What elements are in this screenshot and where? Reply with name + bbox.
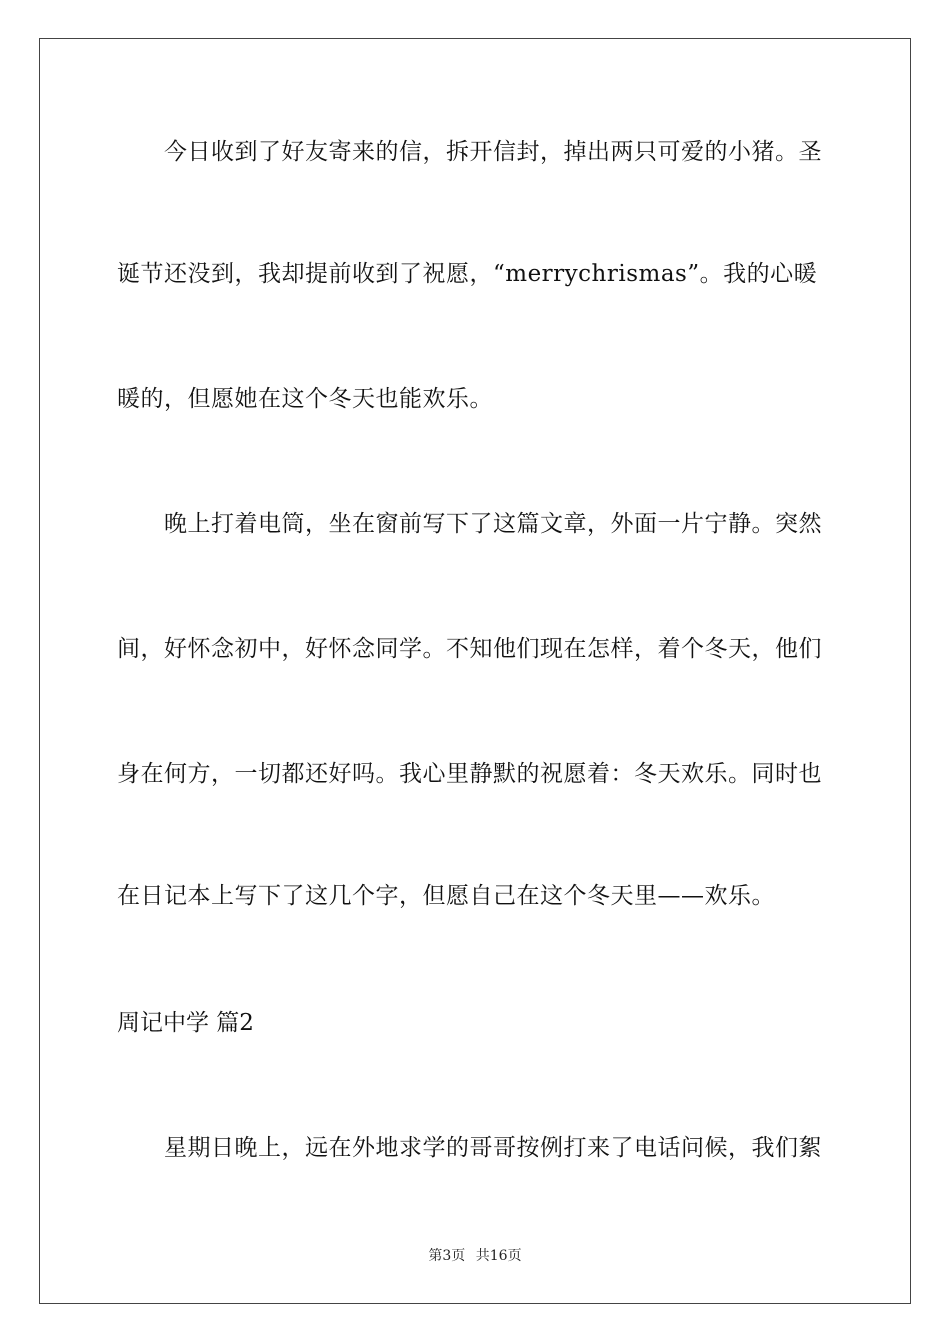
section-heading: 周记中学 篇2 — [117, 1010, 254, 1036]
paragraph-2-line-4: 在日记本上写下了这几个字，但愿自己在这个冬天里——欢乐。 — [117, 883, 775, 909]
paragraph-1-line-1: 今日收到了好友寄来的信，拆开信封，掉出两只可爱的小猪。圣 — [117, 139, 822, 165]
paragraph-2-line-1: 晚上打着电筒，坐在窗前写下了这篇文章，外面一片宁静。突然 — [117, 511, 822, 537]
page-total: 共16页 — [475, 1248, 522, 1264]
page-border — [39, 38, 911, 1304]
paragraph-1-line-2: 诞节还没到，我却提前收到了祝愿，“merrychrismas”。我的心暖 — [117, 261, 818, 287]
paragraph-2-line-3: 身在何方，一切都还好吗。我心里静默的祝愿着：冬天欢乐。同时也 — [117, 761, 822, 787]
page-footer — [0, 1247, 950, 1265]
paragraph-1-line-3: 暖的，但愿她在这个冬天也能欢乐。 — [117, 386, 493, 412]
page-number: 第3页 — [428, 1248, 466, 1264]
paragraph-2-line-2: 间，好怀念初中，好怀念同学。不知他们现在怎样，着个冬天，他们 — [117, 636, 822, 662]
paragraph-3-line-1: 星期日晚上，远在外地求学的哥哥按例打来了电话问候，我们絮 — [117, 1135, 822, 1161]
